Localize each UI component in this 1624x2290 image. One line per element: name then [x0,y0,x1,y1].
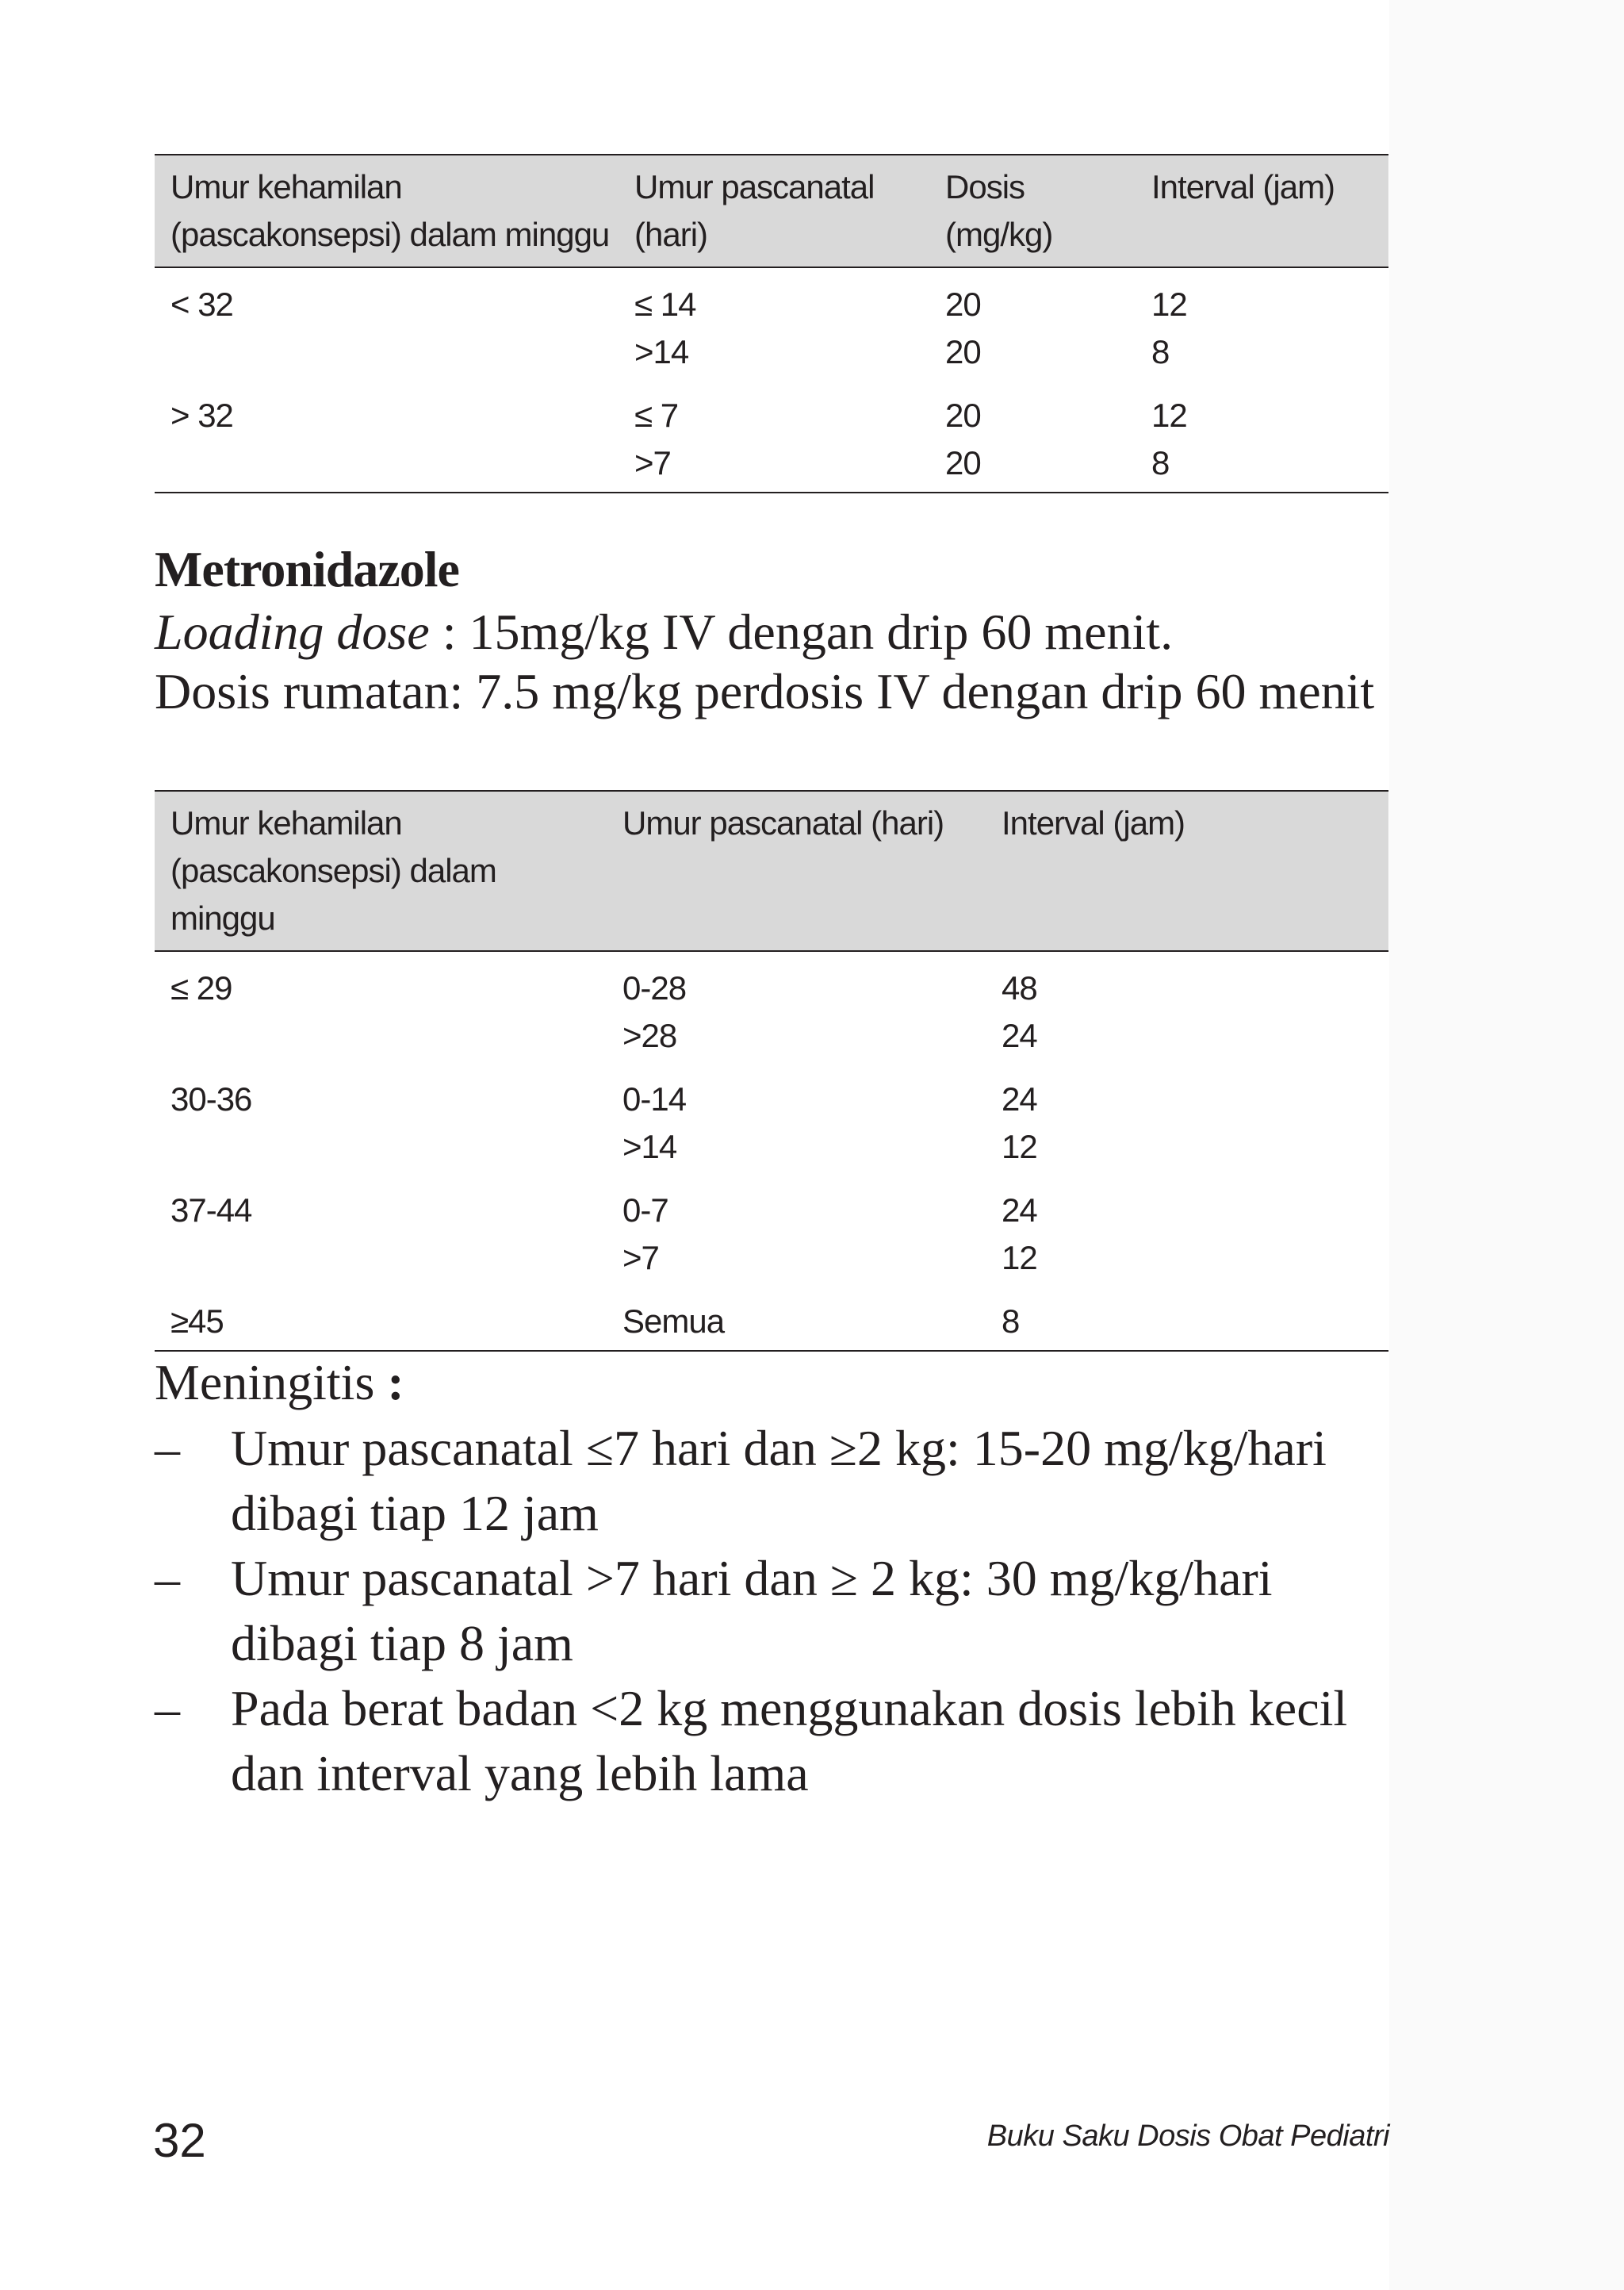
cell-dose: 20 [945,397,981,434]
header-gestational-age: Umur kehamilan (pascakonsepsi) dalam minggu [155,791,607,951]
cell-gestational-age [155,328,619,376]
table-header-row [155,155,1388,267]
table-row [155,267,1388,328]
meningitis-list [155,1416,1400,1806]
cell-postnatal-age: >7 [622,1239,659,1276]
cell-gestational-age: ≤ 29 [170,969,232,1007]
header-dose: Dosis (mg/kg) [929,155,1136,267]
header-postnatal-age: Umur pascanatal (hari) [607,791,986,951]
meningitis-heading [155,1353,1400,1412]
drug-title: Metronidazole [155,541,459,597]
list-item-text: Umur pascanatal ≤7 hari dan ≥2 kg: 15-20 mg/kg/hari dibagi tiap 12 jam [231,1420,1327,1541]
cell-interval: 24 [1002,1017,1037,1054]
cell-gestational-age: 30-36 [170,1080,252,1118]
header-postnatal-age: Umur pascanatal (hari) [619,155,929,267]
dosing-table-2 [155,790,1388,1352]
dash-bullet: – [155,1420,180,1476]
cell-interval: 24 [1002,1191,1037,1229]
loading-dose-line [155,603,1400,662]
table-row [155,439,1388,493]
page-number: 32 [153,2114,206,2167]
cell-postnatal-age: 0-14 [622,1080,687,1118]
cell-postnatal-age: Semua [607,1282,986,1351]
list-item [155,1416,1400,1546]
cell-gestational-age: 37-44 [170,1191,252,1229]
table-row [155,1282,1388,1351]
cell-postnatal-age: >7 [619,439,929,493]
table-row [155,1012,1388,1060]
cell-gestational-age [155,1012,607,1060]
header-interval: Interval (jam) [1136,155,1388,267]
header-interval: Interval (jam) [986,791,1388,951]
table-row [155,328,1388,376]
cell-gestational-age: ≥45 [155,1282,607,1351]
list-item [155,1546,1400,1676]
dosing-table-1 [155,154,1388,493]
list-item-text: Pada berat badan <2 kg menggunakan dosis lebih kecil dan interval yang lebih lama [231,1680,1348,1801]
table-row [155,1171,1388,1234]
meningitis-heading-text: Meningitis [155,1354,388,1410]
table-row [155,951,1388,1012]
cell-interval: 8 [1151,333,1170,370]
cell-gestational-age: > 32 [170,397,233,434]
list-item [155,1676,1400,1806]
table-header-row [155,791,1388,951]
cell-gestational-age [155,1123,607,1171]
cell-interval: 12 [1151,397,1187,434]
cell-interval: 8 [1136,439,1388,493]
loading-dose-label: Loading dose [155,604,430,660]
table-row [155,376,1388,439]
cell-postnatal-age: >14 [634,333,689,370]
cell-interval: 12 [1002,1128,1037,1165]
maintenance-dose-line: Dosis rumatan: 7.5 mg/kg perdosis IV dengan drip 60 menit [155,663,1375,719]
cell-postnatal-age: 0-28 [622,969,687,1007]
table-row [155,1234,1388,1282]
cell-interval: 48 [1002,969,1037,1007]
cell-postnatal-age: >28 [622,1017,677,1054]
running-footer-title: Buku Saku Dosis Obat Pediatri [986,2119,1389,2153]
meningitis-heading-colon: : [387,1354,404,1410]
cell-interval: 12 [1151,286,1187,323]
cell-postnatal-age: ≤ 14 [634,286,696,323]
cell-dose: 20 [945,333,981,370]
dash-bullet: – [155,1680,180,1736]
loading-dose-text: : 15mg/kg IV dengan drip 60 menit. [429,604,1174,660]
cell-interval: 8 [986,1282,1388,1351]
cell-postnatal-age: ≤ 7 [634,397,679,434]
list-item-text: Umur pascanatal >7 hari dan ≥ 2 kg: 30 mg/kg/hari dibagi tiap 8 jam [231,1550,1273,1671]
header-gestational-age: Umur kehamilan (pascakonsepsi) dalam minggu [155,155,619,267]
dash-bullet: – [155,1550,180,1606]
cell-interval: 12 [1002,1239,1037,1276]
cell-gestational-age: < 32 [170,286,233,323]
table-row [155,1060,1388,1123]
cell-interval: 24 [1002,1080,1037,1118]
cell-postnatal-age: >14 [622,1128,677,1165]
cell-dose: 20 [929,439,1136,493]
cell-postnatal-age: 0-7 [622,1191,668,1229]
cell-gestational-age [155,439,619,493]
cell-dose: 20 [945,286,981,323]
table-row [155,1123,1388,1171]
cell-gestational-age [155,1234,607,1282]
